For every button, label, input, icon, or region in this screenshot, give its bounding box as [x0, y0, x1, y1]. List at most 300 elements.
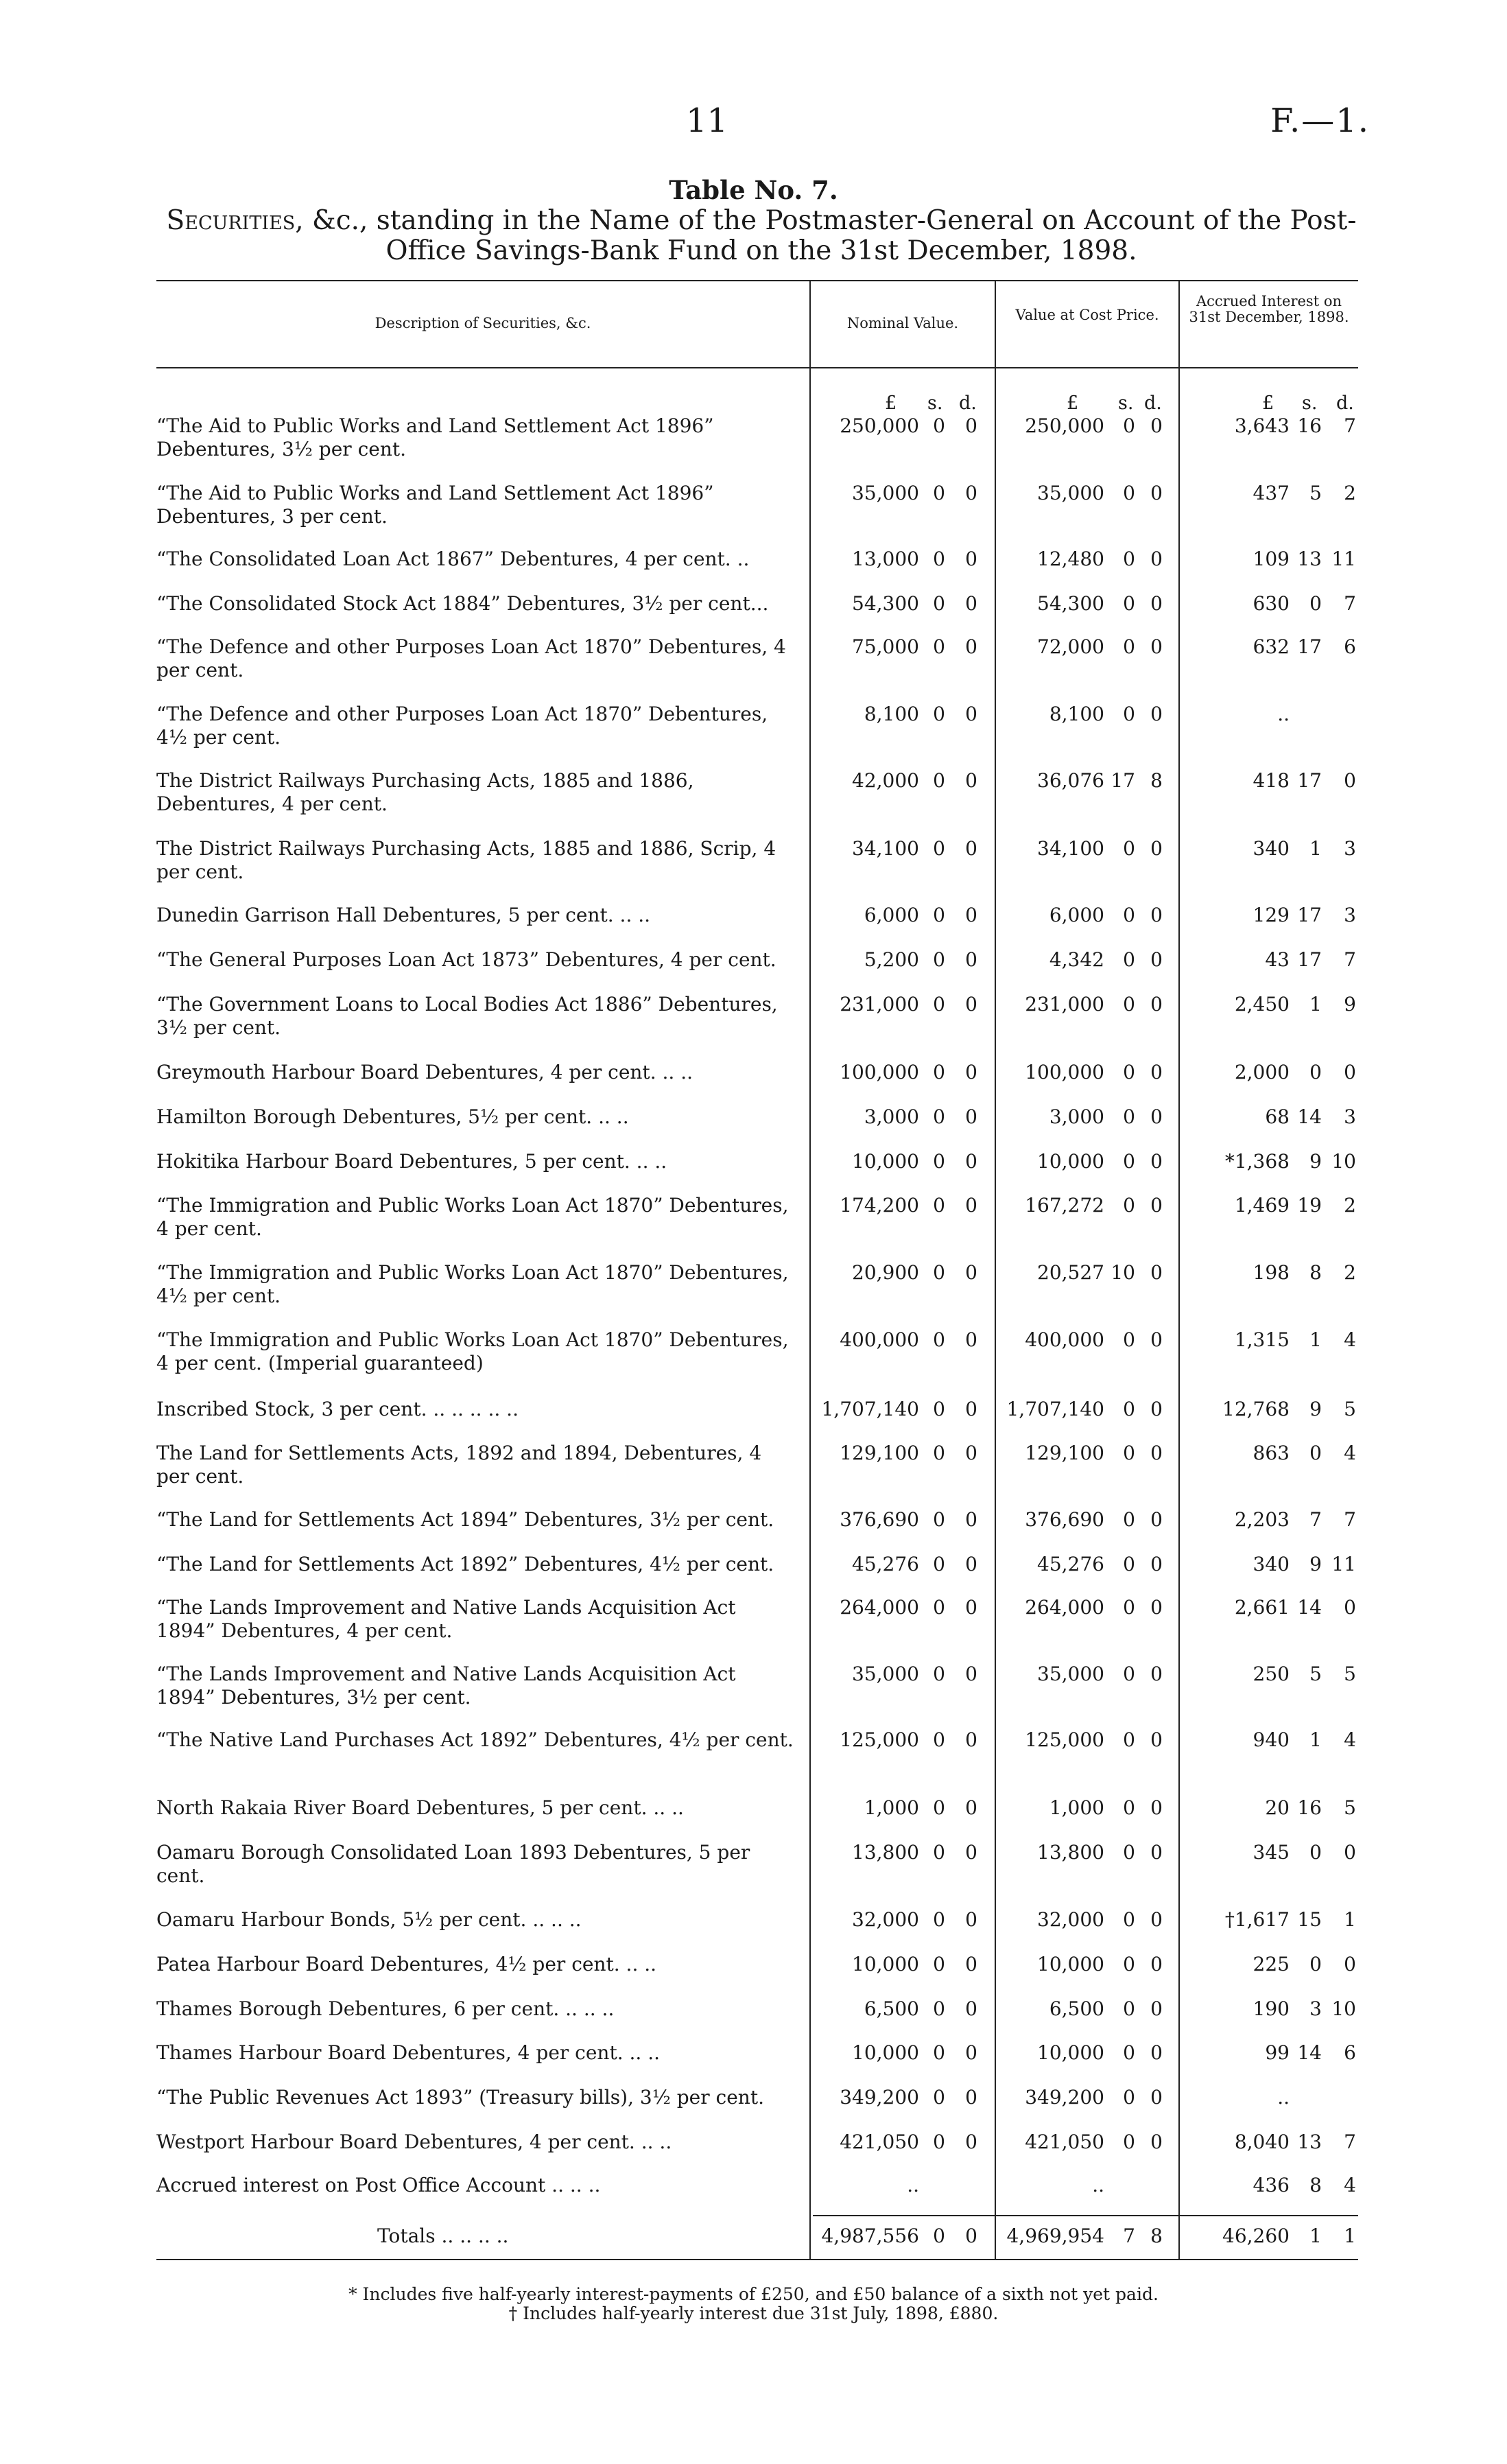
interest-pence: 4: [1344, 2174, 1356, 2196]
cost-pence: 8: [1150, 769, 1163, 792]
rule-col-1: [809, 280, 811, 2259]
cost-pence: 0: [1150, 548, 1163, 570]
cost-shillings: 0: [1123, 1596, 1135, 1619]
interest-shillings: 1: [1309, 837, 1322, 860]
cost-pence: 0: [1150, 1398, 1163, 1420]
interest-pounds: 1,315: [1234, 1328, 1290, 1351]
row-description: The Land for Settlements Acts, 1892 and 1894, Debentures, 4 per cent.: [156, 1442, 762, 1488]
cost-pence: 0: [1150, 1997, 1163, 2020]
cost-pence: 0: [1150, 1194, 1163, 1217]
unit-cost-shilling: s.: [1118, 392, 1134, 414]
cost-shillings: 0: [1123, 2041, 1135, 2064]
interest-shillings: 5: [1309, 1663, 1322, 1685]
nominal-pence: 0: [965, 1663, 977, 1685]
cost-shillings: 0: [1123, 703, 1135, 725]
cost-pounds: 400,000: [1025, 1328, 1104, 1351]
nominal-pence: 0: [965, 414, 977, 437]
nominal-shillings: 0: [933, 1194, 945, 1217]
cost-pence: 0: [1150, 2131, 1163, 2153]
nominal-pence: 0: [965, 2131, 977, 2153]
cost-pence: 0: [1150, 1328, 1163, 1351]
interest-pence: 10: [1331, 1997, 1356, 2020]
interest-pounds: 1,469: [1234, 1194, 1290, 1217]
cost-pounds: ..: [1092, 2174, 1104, 2196]
cost-pence: 0: [1150, 1796, 1163, 1819]
row-description: Thames Harbour Board Debentures, 4 per cent. .. ..: [156, 2041, 661, 2064]
row-description: “The Public Revenues Act 1893” (Treasury bills), 3½ per cent.: [156, 2086, 764, 2109]
nominal-pounds: 35,000: [852, 482, 919, 504]
interest-pounds: 109: [1253, 548, 1290, 570]
row-description: The District Railways Purchasing Acts, 1885 and 1886, Scrip, 4 per cent.: [156, 837, 776, 883]
cost-pounds: 32,000: [1037, 1908, 1104, 1931]
cost-shillings: 0: [1123, 993, 1135, 1016]
totals-nominal-shillings: 0: [933, 2225, 945, 2247]
unit-interest-shilling: s.: [1302, 392, 1318, 414]
interest-pounds: 225: [1253, 1953, 1290, 1975]
nominal-pence: 0: [965, 1596, 977, 1619]
cost-pence: 0: [1150, 993, 1163, 1016]
interest-shillings: 17: [1297, 769, 1322, 792]
nominal-shillings: 0: [933, 769, 945, 792]
nominal-shillings: 0: [933, 1061, 945, 1083]
row-description: Dunedin Garrison Hall Debentures, 5 per cent. .. ..: [156, 904, 651, 926]
interest-pence: 4: [1344, 1728, 1356, 1751]
nominal-pounds: ..: [907, 2174, 919, 2196]
totals-cost-pounds: 4,969,954: [1006, 2225, 1104, 2247]
totals-nominal-pounds: 4,987,556: [821, 2225, 919, 2247]
cost-pence: 0: [1150, 1953, 1163, 1975]
nominal-shillings: 0: [933, 2041, 945, 2064]
nominal-shillings: 0: [933, 2086, 945, 2109]
interest-pence: 6: [1344, 2041, 1356, 2064]
interest-pence: 2: [1344, 1261, 1356, 1284]
nominal-pounds: 42,000: [852, 769, 919, 792]
page-number: 11: [686, 102, 728, 140]
cost-pence: 0: [1150, 1061, 1163, 1083]
nominal-pounds: 35,000: [852, 1663, 919, 1685]
cost-pounds: 264,000: [1025, 1596, 1104, 1619]
interest-pounds: 340: [1253, 837, 1290, 860]
totals-nominal-pence: 0: [965, 2225, 977, 2247]
nominal-pence: 0: [965, 548, 977, 570]
nominal-shillings: 0: [933, 1796, 945, 1819]
nominal-shillings: 0: [933, 1398, 945, 1420]
subtitle-rest: , &c., standing in the Name of the Postmaster-General on Account of the Post-Office Savings-Bank Fund on the 31st December, 1898.: [295, 205, 1357, 266]
row-description: Patea Harbour Board Debentures, 4½ per cent. .. ..: [156, 1953, 657, 1975]
nominal-shillings: 0: [933, 904, 945, 926]
row-description: “The Aid to Public Works and Land Settlement Act 1896” Debentures, 3 per cent.: [156, 482, 714, 528]
nominal-pence: 0: [965, 993, 977, 1016]
interest-pence: 0: [1344, 769, 1356, 792]
row-description: North Rakaia River Board Debentures, 5 per cent. .. ..: [156, 1796, 684, 1819]
unit-interest-pound: £: [1262, 392, 1274, 414]
interest-shillings: 1: [1309, 993, 1322, 1016]
row-description: Thames Borough Debentures, 6 per cent. .. .. ..: [156, 1997, 615, 2020]
interest-shillings: 16: [1297, 414, 1322, 437]
cost-shillings: 0: [1123, 1150, 1135, 1173]
interest-pence: 1: [1344, 1908, 1356, 1931]
cost-pounds: 13,800: [1037, 1841, 1104, 1864]
cost-pence: 0: [1150, 904, 1163, 926]
nominal-pence: 0: [965, 2086, 977, 2109]
interest-pence: 0: [1344, 1841, 1356, 1864]
footnote-dagger: † Includes half-yearly interest due 31st July, 1898, £880.: [508, 2303, 999, 2323]
interest-shillings: 0: [1309, 592, 1322, 615]
interest-pence: 0: [1344, 1061, 1356, 1083]
interest-shillings: 19: [1297, 1194, 1322, 1217]
nominal-shillings: 0: [933, 993, 945, 1016]
nominal-shillings: 0: [933, 1953, 945, 1975]
rule-col-3: [1178, 280, 1180, 2259]
nominal-pounds: 100,000: [840, 1061, 919, 1083]
cost-shillings: 0: [1123, 635, 1135, 658]
totals-interest-pence: 1: [1344, 2225, 1356, 2247]
cost-shillings: 0: [1123, 1841, 1135, 1864]
footnote-asterisk: * Includes five half-yearly interest-payments of £250, and £50 balance of a sixth not yet paid.: [348, 2284, 1159, 2304]
cost-pence: 0: [1150, 1596, 1163, 1619]
nominal-shillings: 0: [933, 2131, 945, 2153]
interest-shillings: 7: [1309, 1508, 1322, 1531]
row-description: Hamilton Borough Debentures, 5½ per cent. .. ..: [156, 1105, 629, 1128]
interest-pence: 11: [1331, 548, 1356, 570]
interest-pounds: 20: [1265, 1796, 1290, 1819]
nominal-pence: 0: [965, 904, 977, 926]
cost-pence: 0: [1150, 1663, 1163, 1685]
nominal-pounds: 10,000: [852, 2041, 919, 2064]
unit-nominal-penny: d.: [959, 392, 977, 414]
nominal-pence: 0: [965, 1841, 977, 1864]
interest-shillings: 1: [1309, 1328, 1322, 1351]
cost-pounds: 250,000: [1025, 414, 1104, 437]
nominal-shillings: 0: [933, 703, 945, 725]
cost-pence: 0: [1150, 414, 1163, 437]
nominal-pounds: 13,000: [852, 548, 919, 570]
cost-pounds: 20,527: [1037, 1261, 1104, 1284]
cost-shillings: 10: [1111, 1261, 1135, 1284]
cost-pence: 0: [1150, 948, 1163, 971]
interest-shillings: 14: [1297, 1596, 1322, 1619]
nominal-pounds: 34,100: [852, 837, 919, 860]
nominal-pounds: 264,000: [840, 1596, 919, 1619]
interest-shillings: 17: [1297, 635, 1322, 658]
unit-cost-penny: d.: [1144, 392, 1162, 414]
unit-nominal-shilling: s.: [927, 392, 943, 414]
interest-shillings: 13: [1297, 548, 1322, 570]
nominal-shillings: 0: [933, 548, 945, 570]
cost-pounds: 35,000: [1037, 1663, 1104, 1685]
row-description: “The Aid to Public Works and Land Settlement Act 1896” Debentures, 3½ per cent.: [156, 414, 714, 460]
cost-pounds: 129,100: [1025, 1442, 1104, 1464]
nominal-pence: 0: [965, 1150, 977, 1173]
cost-pence: 0: [1150, 482, 1163, 504]
cost-shillings: 0: [1123, 1442, 1135, 1464]
cost-pounds: 6,000: [1049, 904, 1104, 926]
nominal-pence: 0: [965, 1105, 977, 1128]
cost-pounds: 10,000: [1037, 1150, 1104, 1173]
nominal-pounds: 6,000: [864, 904, 919, 926]
interest-shillings: 0: [1309, 1061, 1322, 1083]
row-description: “The Government Loans to Local Bodies Act 1886” Debentures, 3½ per cent.: [156, 993, 778, 1039]
cost-pence: 0: [1150, 635, 1163, 658]
cost-pounds: 100,000: [1025, 1061, 1104, 1083]
interest-pence: 0: [1344, 1953, 1356, 1975]
cost-pounds: 3,000: [1049, 1105, 1104, 1128]
header-cost: Value at Cost Price.: [1015, 307, 1159, 323]
interest-pence: 7: [1344, 1508, 1356, 1531]
cost-pence: 0: [1150, 1150, 1163, 1173]
row-description: “The Immigration and Public Works Loan Act 1870” Debentures, 4 per cent. (Imperial guaranteed): [156, 1328, 789, 1374]
nominal-pounds: 20,900: [852, 1261, 919, 1284]
nominal-pence: 0: [965, 1261, 977, 1284]
cost-pounds: 4,342: [1049, 948, 1104, 971]
nominal-shillings: 0: [933, 1150, 945, 1173]
nominal-shillings: 0: [933, 414, 945, 437]
cost-pounds: 231,000: [1025, 993, 1104, 1016]
nominal-pounds: 1,707,140: [821, 1398, 919, 1420]
cost-shillings: 0: [1123, 1953, 1135, 1975]
interest-pence: 7: [1344, 2131, 1356, 2153]
cost-pounds: 1,000: [1049, 1796, 1104, 1819]
cost-shillings: 0: [1123, 482, 1135, 504]
interest-pence: 4: [1344, 1442, 1356, 1464]
cost-pounds: 10,000: [1037, 1953, 1104, 1975]
cost-shillings: 17: [1111, 769, 1135, 792]
interest-shillings: 17: [1297, 904, 1322, 926]
interest-pounds: 68: [1265, 1105, 1290, 1128]
nominal-pounds: 1,000: [864, 1796, 919, 1819]
interest-shillings: 14: [1297, 2041, 1322, 2064]
nominal-shillings: 0: [933, 1596, 945, 1619]
interest-pounds: 3,643: [1234, 414, 1290, 437]
cost-pence: 0: [1150, 837, 1163, 860]
interest-pence: 6: [1344, 635, 1356, 658]
nominal-shillings: 0: [933, 1663, 945, 1685]
nominal-pence: 0: [965, 2041, 977, 2064]
nominal-shillings: 0: [933, 1442, 945, 1464]
nominal-shillings: 0: [933, 948, 945, 971]
header-interest: Accrued Interest on 31st December, 1898.: [1189, 293, 1349, 325]
cost-pounds: 167,272: [1025, 1194, 1104, 1217]
interest-pounds: 2,450: [1234, 993, 1290, 1016]
totals-cost-pence: 8: [1150, 2225, 1163, 2247]
interest-pence: 5: [1344, 1796, 1356, 1819]
table-title: Table No. 7.: [669, 175, 838, 205]
rule-col-2: [995, 280, 996, 2259]
nominal-pence: 0: [965, 769, 977, 792]
nominal-pounds: 250,000: [840, 414, 919, 437]
unit-interest-penny: d.: [1336, 392, 1354, 414]
interest-pence: 5: [1344, 1398, 1356, 1420]
interest-pence: 11: [1331, 1553, 1356, 1575]
header-description: Description of Securities, &c.: [375, 315, 591, 331]
cost-shillings: 0: [1123, 1728, 1135, 1751]
cost-shillings: 0: [1123, 948, 1135, 971]
interest-pounds: 2,661: [1234, 1596, 1290, 1619]
cost-pence: 0: [1150, 703, 1163, 725]
nominal-shillings: 0: [933, 482, 945, 504]
cost-pounds: 10,000: [1037, 2041, 1104, 2064]
interest-shillings: 9: [1309, 1398, 1322, 1420]
interest-pounds: 2,203: [1234, 1508, 1290, 1531]
subtitle-lead: Securities: [166, 205, 296, 236]
cost-pence: 0: [1150, 1105, 1163, 1128]
cost-pounds: 72,000: [1037, 635, 1104, 658]
unit-cost-pound: £: [1067, 392, 1079, 414]
nominal-pounds: 45,276: [852, 1553, 919, 1575]
row-description: “The Lands Improvement and Native Lands Acquisition Act 1894” Debentures, 4 per cent.: [156, 1596, 736, 1642]
cost-pounds: 6,500: [1049, 1997, 1104, 2020]
interest-pounds: 630: [1253, 592, 1290, 615]
interest-shillings: 17: [1297, 948, 1322, 971]
nominal-pounds: 13,800: [852, 1841, 919, 1864]
cost-pence: 0: [1150, 1508, 1163, 1531]
nominal-pounds: 349,200: [840, 2086, 919, 2109]
row-description: Oamaru Borough Consolidated Loan 1893 Debentures, 5 per cent.: [156, 1841, 750, 1887]
cost-pounds: 125,000: [1025, 1728, 1104, 1751]
nominal-pounds: 32,000: [852, 1908, 919, 1931]
row-description: Hokitika Harbour Board Debentures, 5 per cent. .. ..: [156, 1150, 667, 1173]
row-description: Greymouth Harbour Board Debentures, 4 per cent. .. ..: [156, 1061, 693, 1083]
cost-pence: 0: [1150, 1841, 1163, 1864]
cost-pounds: 35,000: [1037, 482, 1104, 504]
nominal-pounds: 54,300: [852, 592, 919, 615]
totals-cost-shillings: 7: [1123, 2225, 1135, 2247]
interest-pence: 3: [1344, 1105, 1356, 1128]
nominal-pounds: 3,000: [864, 1105, 919, 1128]
cost-shillings: 0: [1123, 904, 1135, 926]
interest-shillings: 9: [1309, 1553, 1322, 1575]
interest-pounds: 340: [1253, 1553, 1290, 1575]
nominal-pence: 0: [965, 1194, 977, 1217]
interest-pounds: 43: [1265, 948, 1290, 971]
nominal-pounds: 129,100: [840, 1442, 919, 1464]
cost-pounds: 349,200: [1025, 2086, 1104, 2109]
nominal-shillings: 0: [933, 1728, 945, 1751]
totals-interest-pounds: 46,260: [1222, 2225, 1290, 2247]
cost-shillings: 0: [1123, 1398, 1135, 1420]
interest-shillings: 8: [1309, 1261, 1322, 1284]
interest-shillings: 9: [1309, 1150, 1322, 1173]
nominal-shillings: 0: [933, 1553, 945, 1575]
nominal-pounds: 10,000: [852, 1150, 919, 1173]
nominal-pounds: 75,000: [852, 635, 919, 658]
header-nominal: Nominal Value.: [846, 315, 959, 331]
cost-pounds: 12,480: [1037, 548, 1104, 570]
nominal-pence: 0: [965, 837, 977, 860]
rule-bottom: [156, 2259, 1358, 2260]
nominal-pence: 0: [965, 948, 977, 971]
cost-pence: 0: [1150, 1261, 1163, 1284]
interest-shillings: 1: [1309, 1728, 1322, 1751]
row-description: “The Native Land Purchases Act 1892” Debentures, 4½ per cent.: [156, 1728, 794, 1751]
row-description: “The Consolidated Loan Act 1867” Debentures, 4 per cent. ..: [156, 548, 750, 570]
nominal-pounds: 400,000: [840, 1328, 919, 1351]
nominal-shillings: 0: [933, 837, 945, 860]
nominal-pence: 0: [965, 1553, 977, 1575]
nominal-pounds: 8,100: [864, 703, 919, 725]
cost-pence: 0: [1150, 592, 1163, 615]
row-description: “The General Purposes Loan Act 1873” Debentures, 4 per cent.: [156, 948, 776, 971]
interest-pounds: ..: [1277, 2086, 1290, 2109]
row-description: “The Land for Settlements Act 1892” Debentures, 4½ per cent.: [156, 1553, 774, 1575]
nominal-pence: 0: [965, 592, 977, 615]
interest-pounds: 632: [1253, 635, 1290, 658]
nominal-pounds: 6,500: [864, 1997, 919, 2020]
interest-pounds: *1,368: [1224, 1150, 1290, 1173]
interest-shillings: 13: [1297, 2131, 1322, 2153]
interest-shillings: 5: [1309, 482, 1322, 504]
nominal-pence: 0: [965, 703, 977, 725]
interest-shillings: 15: [1297, 1908, 1322, 1931]
cost-shillings: 0: [1123, 1553, 1135, 1575]
totals-interest-shillings: 1: [1309, 2225, 1322, 2247]
cost-pounds: 45,276: [1037, 1553, 1104, 1575]
interest-pence: 2: [1344, 1194, 1356, 1217]
interest-shillings: 8: [1309, 2174, 1322, 2196]
interest-pounds: 8,040: [1234, 2131, 1290, 2153]
nominal-pence: 0: [965, 482, 977, 504]
interest-pence: 4: [1344, 1328, 1356, 1351]
row-description: “The Defence and other Purposes Loan Act 1870” Debentures, 4½ per cent.: [156, 703, 768, 749]
nominal-shillings: 0: [933, 635, 945, 658]
interest-pounds: 437: [1253, 482, 1290, 504]
nominal-shillings: 0: [933, 1508, 945, 1531]
interest-pounds: 250: [1253, 1663, 1290, 1685]
nominal-pounds: 421,050: [840, 2131, 919, 2153]
cost-shillings: 0: [1123, 548, 1135, 570]
interest-pounds: 940: [1253, 1728, 1290, 1751]
rule-totals-top: [813, 2215, 1358, 2216]
interest-pounds: 12,768: [1222, 1398, 1290, 1420]
interest-pence: 0: [1344, 1596, 1356, 1619]
interest-pounds: 99: [1265, 2041, 1290, 2064]
nominal-pounds: 10,000: [852, 1953, 919, 1975]
row-description: “The Lands Improvement and Native Lands Acquisition Act 1894” Debentures, 3½ per cent.: [156, 1663, 736, 1709]
nominal-pence: 0: [965, 1328, 977, 1351]
cost-shillings: 0: [1123, 1663, 1135, 1685]
cost-pounds: 34,100: [1037, 837, 1104, 860]
interest-pounds: 436: [1253, 2174, 1290, 2196]
row-description: Westport Harbour Board Debentures, 4 per cent. .. ..: [156, 2131, 672, 2153]
interest-pence: 2: [1344, 482, 1356, 504]
nominal-pence: 0: [965, 635, 977, 658]
nominal-shillings: 0: [933, 1328, 945, 1351]
interest-pence: 10: [1331, 1150, 1356, 1173]
cost-shillings: 0: [1123, 2131, 1135, 2153]
row-description: “The Land for Settlements Act 1894” Debentures, 3½ per cent.: [156, 1508, 774, 1531]
page-reference: F.—1.: [1270, 102, 1370, 140]
cost-pence: 0: [1150, 1442, 1163, 1464]
cost-shillings: 0: [1123, 2086, 1135, 2109]
row-description: “The Immigration and Public Works Loan Act 1870” Debentures, 4 per cent.: [156, 1194, 789, 1240]
interest-pence: 3: [1344, 904, 1356, 926]
nominal-shillings: 0: [933, 1261, 945, 1284]
nominal-shillings: 0: [933, 1841, 945, 1864]
row-description: Accrued interest on Post Office Account .. .. ..: [156, 2174, 601, 2196]
totals-label: Totals .. .. .. ..: [377, 2225, 509, 2247]
nominal-shillings: 0: [933, 1908, 945, 1931]
interest-pence: 5: [1344, 1663, 1356, 1685]
cost-pence: 0: [1150, 2086, 1163, 2109]
row-description: Oamaru Harbour Bonds, 5½ per cent. .. .. ..: [156, 1908, 582, 1931]
nominal-shillings: 0: [933, 1997, 945, 2020]
cost-shillings: 0: [1123, 1796, 1135, 1819]
interest-pounds: †1,617: [1224, 1908, 1290, 1931]
interest-pounds: 2,000: [1234, 1061, 1290, 1083]
cost-shillings: 0: [1123, 1908, 1135, 1931]
interest-shillings: 0: [1309, 1841, 1322, 1864]
nominal-pounds: 231,000: [840, 993, 919, 1016]
